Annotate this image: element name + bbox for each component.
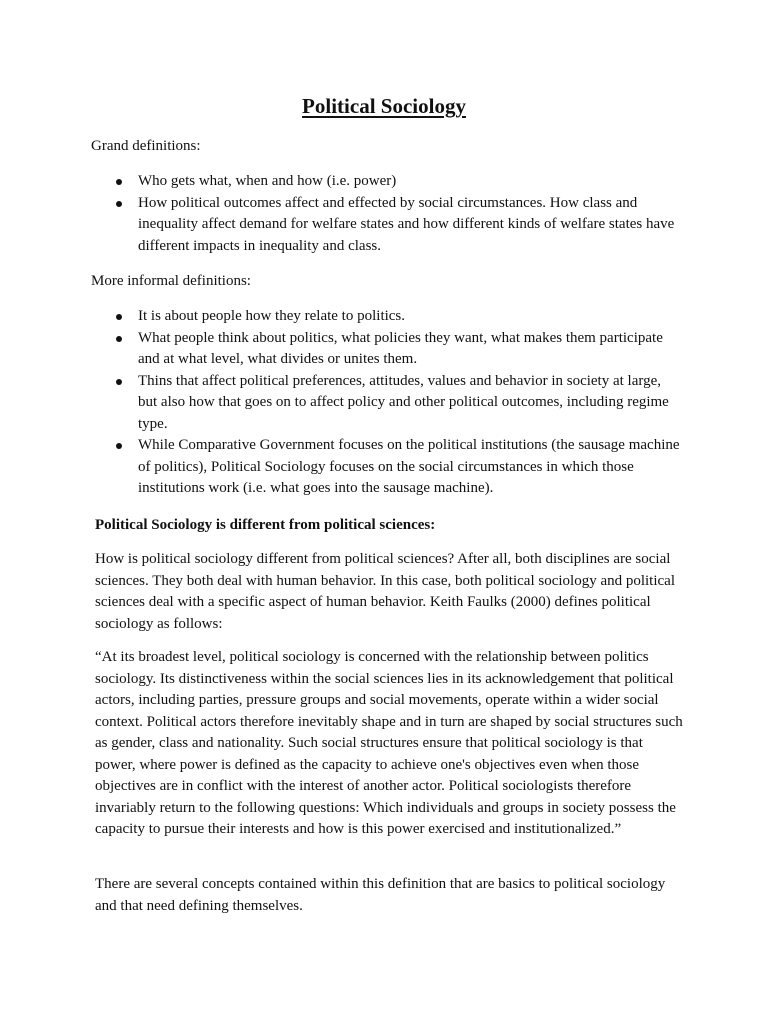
bullet-icon	[116, 314, 122, 320]
list-item: It is about people how they relate to politics.	[91, 306, 681, 328]
closing-paragraph: There are several concepts contained within this definition that are basics to political sociology and that need defining themselves.	[95, 876, 666, 914]
bullet-icon	[116, 179, 122, 185]
grand-definitions-label: Grand definitions:	[91, 138, 201, 154]
bullet-icon	[116, 336, 122, 342]
list-item: What people think about politics, what policies they want, what makes them participate and at what level, what divides or unites them.	[91, 328, 681, 371]
bullet-icon	[116, 379, 122, 385]
grand-definitions-list	[91, 171, 681, 257]
intro-paragraph: How is political sociology different from political sciences? After all, both disciplines are social sciences. They both deal with human behavior. In this case, both political sociology and political sciences deal with a specific aspect of human behavior. Keith Faulks (2000) defines political sociology as follows:	[95, 551, 676, 632]
list-item: How political outcomes affect and effected by social circumstances. How class and inequality affect demand for welfare states and how different kinds of welfare states have different impacts in inequality and class.	[91, 193, 681, 258]
list-item: While Comparative Government focuses on the political institutions (the sausage machine of politics), Political Sociology focuses on the social circumstances in which those institutions work (i.e. what goes into the sausage machine).	[91, 435, 681, 500]
list-item: Thins that affect political preferences, attitudes, values and behavior in society at large, but also how that goes on to affect policy and other political outcomes, including regime type.	[91, 371, 681, 436]
bullet-icon	[116, 201, 122, 207]
informal-definitions-list	[91, 306, 681, 500]
bullet-icon	[116, 443, 122, 449]
list-item: Who gets what, when and how (i.e. power)	[91, 171, 681, 193]
page-title: Political Sociology	[302, 94, 466, 118]
informal-definitions-label: More informal definitions:	[91, 273, 251, 289]
quote-paragraph: “At its broadest level, political sociology is concerned with the relationship between politics sociology. Its distinctiveness within the social sciences lies in its acknowledgement that political actors, including parties, pressure groups and social movements, operate within a wider social context. Political actors therefore inevitably shape and in turn are shaped by social structures such as gender, class and nationality. Such social structures ensure that political sociology is that power, where power is defined as the capacity to achieve one's objectives even when those objectives are in conflict with the interest of another actor. Political sociologists therefore invariably return to the following questions: Which individuals and groups in society possess the capacity to pursue their interests and how is this power exercised and institutionalized.”	[95, 649, 683, 837]
section-heading: Political Sociology is different from political sciences:	[95, 517, 436, 533]
